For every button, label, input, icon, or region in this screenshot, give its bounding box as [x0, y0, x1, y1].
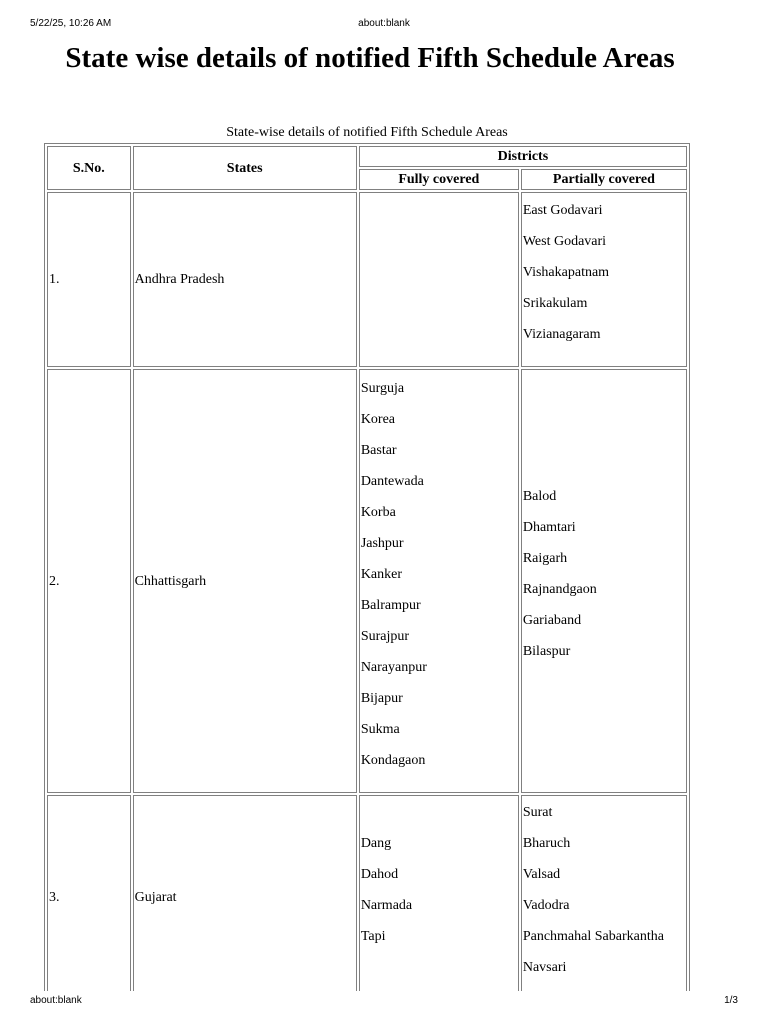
print-header	[30, 17, 738, 31]
cell-partially-covered	[521, 369, 687, 793]
district-item: Kondagaon	[360, 752, 426, 768]
district-item: Bastar	[360, 442, 397, 458]
district-list	[523, 804, 685, 976]
district-list	[523, 202, 685, 343]
cell-state: Gujarat	[133, 795, 357, 991]
table-row	[47, 369, 687, 793]
district-item: Vishakapatnam	[522, 265, 610, 280]
header-states: States	[133, 146, 357, 190]
print-footer	[30, 994, 738, 1008]
district-item: Vadodra	[522, 898, 570, 913]
district-item: Bijapur	[360, 690, 403, 706]
district-item: Rajnandgaon	[522, 582, 597, 597]
table-row	[47, 795, 687, 991]
table-body	[47, 192, 687, 991]
district-list	[523, 488, 685, 660]
district-item: Bilaspur	[522, 644, 571, 659]
table-row	[47, 192, 687, 367]
district-list	[361, 835, 517, 945]
cell-sno: 3.	[47, 795, 131, 991]
district-item: Bharuch	[522, 836, 571, 851]
print-footer-url: about:blank	[30, 995, 82, 1006]
cell-fully-covered	[359, 795, 519, 991]
district-item: Dahod	[360, 867, 399, 882]
table-caption: State-wise details of notified Fifth Schedule Areas	[226, 125, 508, 140]
district-item: Jashpur	[360, 535, 404, 551]
district-item: Tapi	[360, 929, 386, 944]
district-item: Valsad	[522, 867, 561, 882]
district-list	[361, 380, 517, 769]
district-item: Korba	[360, 504, 396, 520]
cell-state: Chhattisgarh	[133, 369, 357, 793]
cell-sno: 1.	[47, 192, 131, 367]
cell-partially-covered	[521, 192, 687, 367]
table-head	[47, 146, 687, 190]
district-item: Sukma	[360, 721, 400, 737]
district-item: Surguja	[360, 380, 405, 396]
district-item: Narayanpur	[360, 659, 427, 675]
header-districts: Districts	[359, 146, 687, 167]
cell-sno: 2.	[47, 369, 131, 793]
district-item: Panchmahal Sabarkantha	[522, 929, 664, 944]
cell-fully-covered	[359, 192, 519, 367]
district-item: East Godavari	[522, 203, 603, 218]
print-datetime: 5/22/25, 10:26 AM	[30, 18, 112, 29]
fifth-schedule-table	[44, 124, 690, 991]
district-item: Srikakulam	[522, 296, 588, 311]
table-container	[44, 124, 690, 991]
print-header-url: about:blank	[358, 18, 410, 29]
district-item: Korea	[360, 411, 396, 427]
header-partially-covered: Partially covered	[521, 169, 687, 190]
cell-fully-covered	[359, 369, 519, 793]
district-item: Balod	[522, 489, 557, 504]
district-item: Kanker	[360, 566, 403, 582]
header-fully-covered: Fully covered	[359, 169, 519, 190]
district-item: West Godavari	[522, 234, 607, 249]
cell-partially-covered	[521, 795, 687, 991]
page-number: 1/3	[724, 995, 738, 1006]
district-item: Dantewada	[360, 473, 424, 489]
district-item: Narmada	[360, 898, 413, 913]
district-item: Dhamtari	[522, 520, 576, 535]
district-item: Surajpur	[360, 628, 410, 644]
page-title: State wise details of notified Fifth Schedule Areas	[65, 42, 675, 74]
header-sno: S.No.	[47, 146, 131, 190]
cell-state: Andhra Pradesh	[133, 192, 357, 367]
district-item: Surat	[522, 805, 553, 820]
district-item: Gariaband	[522, 613, 582, 628]
district-item: Navsari	[522, 960, 567, 975]
district-item: Dang	[360, 836, 392, 851]
district-item: Raigarh	[522, 551, 568, 566]
district-item: Balrampur	[360, 597, 421, 613]
district-item: Vizianagaram	[522, 327, 601, 342]
